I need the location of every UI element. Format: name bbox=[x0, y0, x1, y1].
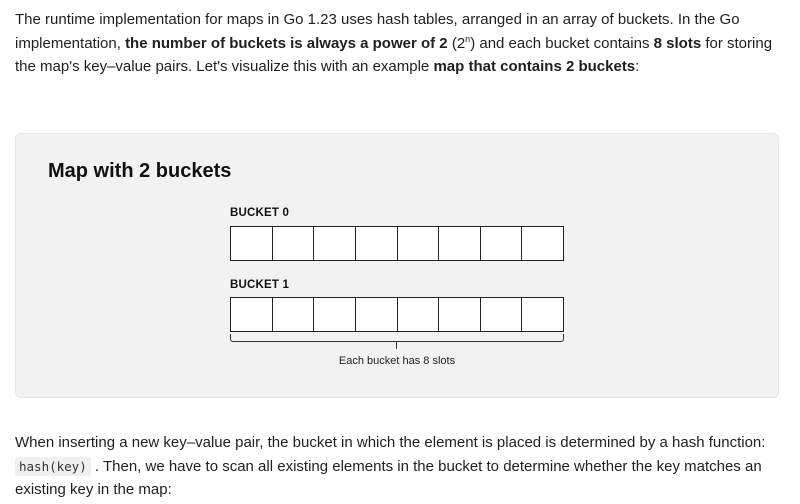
bucket-slot bbox=[314, 298, 356, 331]
intro-paragraph bbox=[15, 8, 785, 79]
bucket-slot bbox=[398, 298, 440, 331]
intro-text-3: ) and each bucket contains bbox=[470, 34, 654, 52]
intro-bold-buckets-power: the number of buckets is always a power of 2 bbox=[125, 34, 448, 52]
intro-bold-two-buckets: map that contains 2 buckets bbox=[433, 58, 636, 75]
bucket-slot bbox=[481, 227, 523, 260]
intro-text-1: The runtime implementation for maps in Go 1.23 uses hash tables, arranged in an array of buckets. In the Go implementation, bbox=[15, 11, 740, 52]
intro-text-2: (2 bbox=[447, 34, 466, 52]
bucket-0 bbox=[230, 226, 564, 261]
bucket-slot bbox=[314, 227, 356, 260]
intro-superscript: n bbox=[465, 33, 471, 44]
bucket-slot bbox=[231, 298, 273, 331]
bucket-0-label: BUCKET 0 bbox=[230, 207, 290, 219]
bucket-slot bbox=[356, 298, 398, 331]
bucket-slot bbox=[481, 298, 523, 331]
bucket-slot bbox=[439, 227, 481, 260]
figure-title: Map with 2 buckets bbox=[48, 160, 232, 182]
intro-text-5: : bbox=[635, 58, 640, 75]
slots-brace-tick bbox=[396, 341, 397, 349]
intro-text-4: for storing the map's key–value pairs. Let's visualize this with an example bbox=[15, 34, 773, 75]
slots-brace bbox=[230, 334, 564, 342]
bucket-slot bbox=[439, 298, 481, 331]
outro-text-2: . Then, we have to scan all existing elements in the bucket to determine whether the key matches an existing key in the map: bbox=[15, 457, 762, 498]
slots-caption: Each bucket has 8 slots bbox=[338, 355, 456, 367]
bucket-slot bbox=[273, 227, 315, 260]
bucket-1-label: BUCKET 1 bbox=[230, 279, 290, 291]
map-figure bbox=[15, 133, 779, 398]
intro-bold-slots: 8 slots bbox=[653, 34, 702, 52]
hash-key-code: hash(key) bbox=[15, 457, 91, 476]
bucket-slot bbox=[356, 227, 398, 260]
bucket-slot bbox=[522, 227, 563, 260]
bucket-slot bbox=[273, 298, 315, 331]
outro-text-1: When inserting a new key–value pair, the bucket in which the element is placed is determined by a hash function: bbox=[15, 434, 766, 451]
bucket-1 bbox=[230, 297, 564, 332]
bucket-slot bbox=[398, 227, 440, 260]
bucket-slot bbox=[231, 227, 273, 260]
bucket-slot bbox=[522, 298, 563, 331]
outro-paragraph bbox=[15, 431, 785, 502]
